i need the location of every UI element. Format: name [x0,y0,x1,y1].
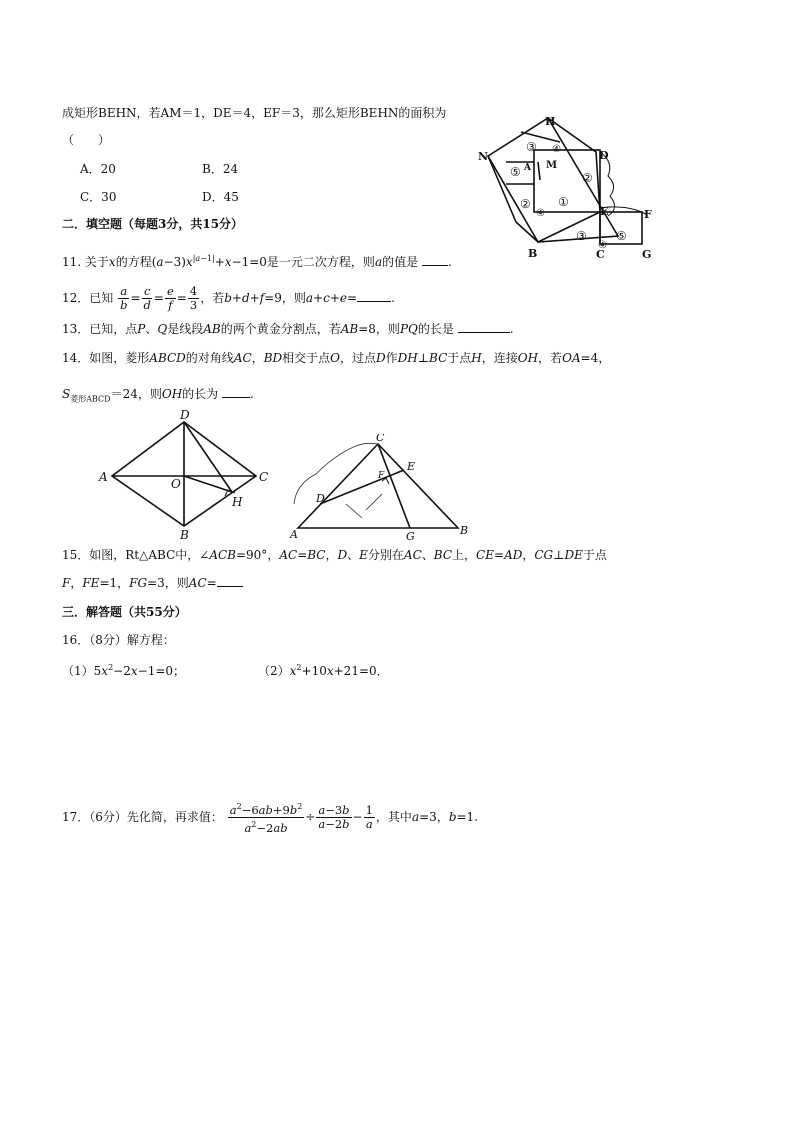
fig1-label-E: E [600,205,609,218]
figure-rectangle-puzzle [476,112,666,262]
q17: 17．（6分）先化简，再求值： $\frac{a^2-6ab+9b^2}{a^2-2ab}$ ÷ $\frac{a-3b}{a-2b}$ − $\frac{1}{a}$ ，其中a=3，b=1. [62,802,479,835]
q14-line1: 14．如图，菱形ABCD的对角线AC，BD相交于点O，过点D作DH⊥BC于点H，连接OH，若OA=4， [62,351,611,365]
figure-right-triangle [286,434,476,544]
fig3-label-F: F [378,471,385,481]
section-2-heading: 二．填空题（每题3分，共15分） [62,217,244,231]
fig2-label-B: B [180,528,189,540]
fig1-piece-2a: ② [582,171,593,185]
fig1-label-F: F [644,208,652,221]
q13: 13．已知，点P、Q是线段AB的两个黄金分割点，若AB=8，则PQ的长是 . [62,322,514,336]
fig1-piece-4b: ④ [536,208,545,219]
q16-part2: $(2)x^2+10x+21=0$． [258,663,389,678]
fig1-piece-4a: ④ [552,144,561,155]
fig1-label-B: B [528,247,538,260]
section-3-heading: 三．解答题（共55分） [62,605,187,619]
fig3-label-C: C [376,434,385,444]
fig3-label-A: A [290,528,298,541]
fig1-label-H: H [545,115,556,128]
q10-stem: 成矩形BEHN，若AM＝1，DE＝4，EF＝3，那么矩形BEHN的面积为 [62,106,447,120]
q10-option-c: C．30 [80,190,117,204]
q15-line1: 15．如图，Rt△ABC中，∠ACB=90°，AC=BC，D、E分别在AC、BC上，CE=AD，CG⊥DE于点 [62,548,607,562]
fig1-piece-3b: ③ [576,229,587,243]
fig2-label-D: D [180,410,190,422]
fig1-piece-1: ① [558,195,569,209]
fig1-label-N: N [478,150,489,163]
fig3-label-D: D [316,492,325,505]
fig2-label-H: H [232,495,243,509]
fig2-label-O: O [171,477,181,491]
fig1-label-C: C [596,248,605,261]
fig3-label-G: G [406,530,415,543]
fig1-piece-5a: ⑤ [510,165,521,179]
fig1-label-A: A [524,163,531,173]
fig1-label-M: M [546,160,558,171]
fig1-piece-4c: ④ [598,240,607,251]
fig2-label-A: A [99,470,108,484]
fig3-label-E: E [407,460,416,473]
q12: 12．已知 $\frac{a}{b}$ = $\frac{c}{d}$ = $\frac{e}{f}$ = $\frac{4}{3}$ ，若b+d+f=9，则a+c+e= . [62,284,395,312]
fig1-piece-2b: ② [520,197,531,211]
q15-line2: F，FE=1，FG=3，则AC= [62,574,243,592]
q14-line2: $S_{菱形ABCD}=24$，则OH的长为 . [62,387,254,404]
q16-stem: 16．（8分）解方程： [62,633,175,647]
q10-option-b: B．24 [202,162,239,176]
q10-option-d: D．45 [202,190,239,204]
fig2-label-C: C [259,470,269,484]
q11: 11. 关于x的方程$(a-3)x^{|a-1|}+x-1=0$是一元二次方程，则a的值是 . [62,254,452,269]
figure-rhombus [96,410,276,540]
fig1-piece-5b: ⑤ [616,229,627,243]
fig3-label-B: B [460,524,469,537]
q10-paren: （ ） [62,133,111,147]
fig1-piece-3a: ③ [526,140,537,154]
q10-option-a: A．20 [80,162,116,176]
fig1-label-D: D [599,149,609,162]
q16-part1: $(1)5x^2-2x-1=0$； [62,663,186,678]
fig1-label-G: G [642,248,652,261]
